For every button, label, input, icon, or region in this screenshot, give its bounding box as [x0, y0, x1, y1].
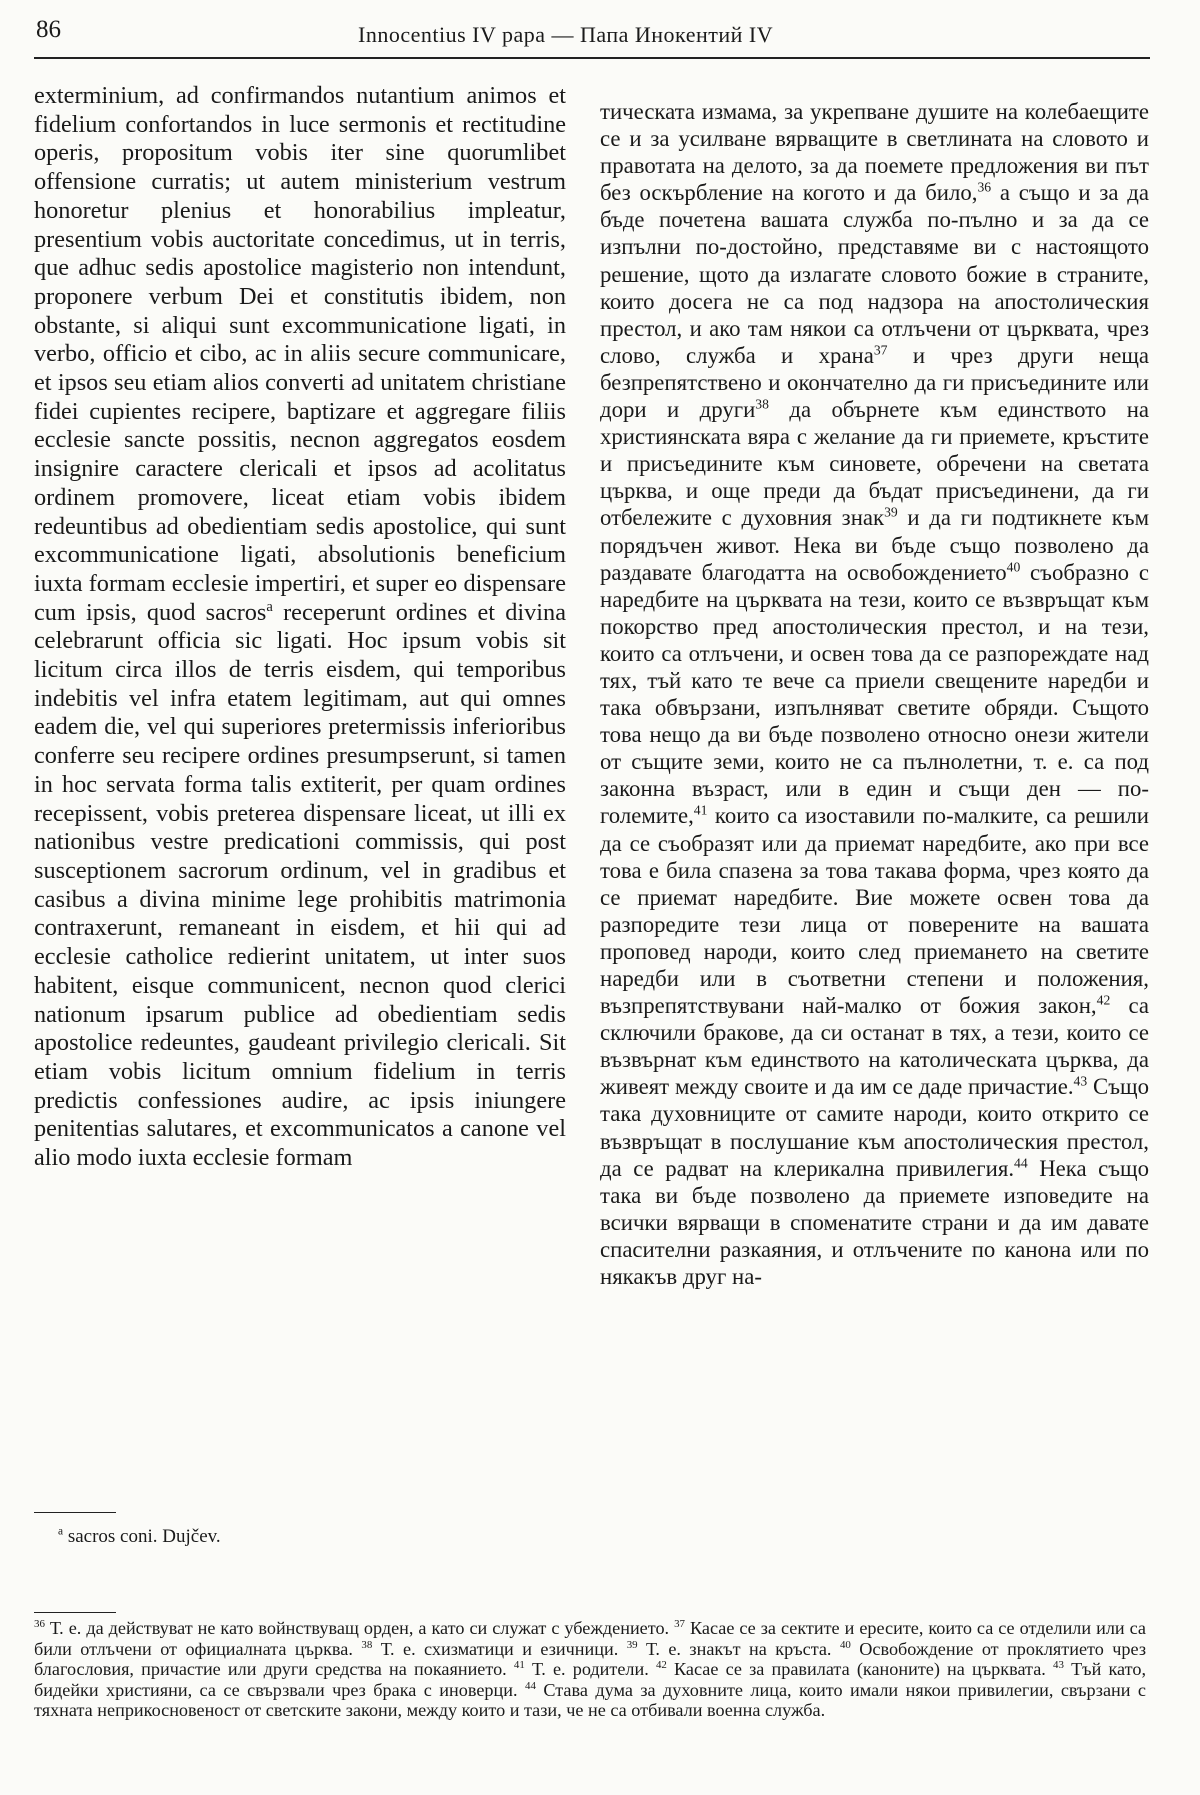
bg-seg-6: съобразно с наредбите на църквата на тези, които се възвръщат към покорство пред апостолическия престол, и на тези, които са отлъчени, и освен това да се разпореждате над тях, тъй като те вече са приели свещените наредби и така обвързани, изпълняват светите обряди. Същото това нещо да ви бъде позволено относно онези жители от същите земи, които не са пълнолетни, т. е. са под законна възраст, или в един и същи ден — по-големите, [600, 559, 1149, 829]
footnotes [34, 1618, 1146, 1721]
footnote-ref-39: 39 [884, 504, 898, 520]
footnote-number-43: 43 [1053, 1659, 1064, 1672]
footnote-ref-38: 38 [755, 396, 769, 412]
footnote-text-44: Става дума за духовните лица, които имали някои привилегии, свързани с тяхната неприкосновеност от светските закони, между които и тази, че не са отбивали военна служба. [34, 1679, 1146, 1721]
bulgarian-text [600, 98, 1149, 1290]
apparatus-marker: a [266, 598, 273, 615]
footnote-ref-42: 42 [1096, 992, 1111, 1008]
footnote-number-37: 37 [674, 1617, 685, 1630]
latin-column [34, 82, 566, 1173]
footnote-text-38: Т. е. схизматици и езичници. [372, 1638, 627, 1659]
running-head: Innocentius IV papa — Папа Инокентий IV [358, 22, 774, 47]
footnote-text-37: Касае се за сектите и ересите, които са се отделили или са били отлъчени от официалната църква. [34, 1618, 1146, 1659]
footnote-number-39: 39 [626, 1638, 638, 1651]
footnotes-paragraph [34, 1618, 1146, 1721]
latin-text-part-1: exterminium, ad confirmandos nutantium animos et fidelium confortandos in luce sermonis et rectitudine operis, propositum vobis iter sine quorumlibet offensione curratis; ut autem ministerium vestrum honoretur plenius et honorabilius impleatur, presentium vobis auctoritate concedimus, ut in terris, que adhuc sedis apostolice magisterio non intendunt, proponere verbum Dei et constitutis ibidem, non obstante, si aliqui sunt excommunicatione ligati, in verbo, officio et cibo, ac in aliis secure communicare, et ipsos seu etiam alios converti ad unitatem christiane fidei cupientes recipere, baptizare et aggregare filiis ecclesie sancte possitis, necnon aggregatos eosdem insignire caractere clericali et ipsos ad acolitatus ordinem promovere, liceat etiam vobis ibidem redeuntibus ad obedientiam sedis apostolice, qui sunt excommunicatione ligati, absolutionis beneficium iuxta formam ecclesie impertiri, et super eo dispensare cum ipsis, quod sacros [34, 82, 566, 626]
apparatus-note-marker: a [58, 1525, 64, 1538]
footnote-number-42: 42 [655, 1659, 667, 1672]
footnote-ref-43: 43 [1073, 1073, 1088, 1089]
footnote-text-42: Касае се за правилата (каноните) на църквата. [666, 1659, 1053, 1680]
bg-seg-5: и да ги подтикнете към порядъчен живот. Нека ви бъде също позволено да раздавате благодатта на освобождението [600, 505, 1149, 585]
footnote-ref-36: 36 [977, 179, 992, 195]
bg-seg-1: тическата измама, за укрепване душите на колебаещите се и за усилване вярващите в светлината на словото и правотата на делото, за да поемете предложения ви път без оскърбление на когото и да било, [600, 99, 1149, 206]
footnotes-rule [34, 1612, 116, 1613]
footnote-text-39: Т. е. знакът на кръста. [637, 1638, 840, 1659]
apparatus-rule [34, 1512, 116, 1513]
footnote-text-36: Т. е. да действуват не като войнствуващ орден, а като си служат с убеждението. [44, 1618, 675, 1638]
bg-seg-8: са сключили бракове, да си останат в тях, а тези, които се възвърнат към единството на католическата църква, да живеят между своите и да им се даде причастие. [600, 993, 1149, 1100]
apparatus-note-text: sacros coni. Dujčev. [63, 1526, 221, 1547]
footnote-ref-40: 40 [1006, 559, 1021, 574]
footnote-number-41: 41 [513, 1659, 525, 1672]
footnote-text-41: Т. е. родители. [524, 1659, 656, 1680]
footnote-number-44: 44 [524, 1679, 536, 1692]
footnote-ref-41: 41 [693, 802, 708, 818]
footnote-ref-44: 44 [1014, 1155, 1028, 1171]
bg-seg-3: и чрез други неща безпрепятствено и окончателно да ги присъедините или дори и други [600, 342, 1149, 423]
latin-text-part-2: receperunt ordines et divina celebrarunt officia sic ligati. Hoc ipsum vobis sit licitum circa illos de terris eisdem, qui temporibus indebitis vel infra etatem legitimam, aut qui omnes eadem die, vel qui superiores pretermissis inferioribus conferre seu recipere ordines presumpserunt, si tamen in hoc servata forma talis extiterit, per quam ordines recepissent, vobis preterea dispensare liceat, ut illi ex nationibus vestre predicationi commissis, qui post susceptionem sacrorum ordinum, vel in gradibus et casibus a divina minime lege prohibitis matrimonia contraxerunt, remaneant in eisdem, et hii qui ad ecclesie catholice redierint unitatem, ut inter suos habitent, eisque communicent, necnon quod clerici nationum ipsarum publice ad obedientiam sedis apostolice redeuntes, gaudeant privilegio clericali. Sit etiam vobis licitum omnium fidelium in terris predictis confessiones audire, ac ipsis iniungere penitentias salutares, et excommunicatos a canone vel alio modo iuxta ecclesie formam [34, 598, 566, 1172]
bg-seg-10: Нека също така ви бъде позволено да приемете изповедите на всички вярващи в споменатите страни и да им давате спасителни разкаяния, и отлъчените по канона или по някакъв друг на- [600, 1155, 1149, 1290]
footnote-number-38: 38 [361, 1638, 373, 1651]
footnote-text-43: Тъй като, бидейки християни, са се свързвали чрез брака с иноверци. [34, 1659, 1146, 1700]
bg-seg-9: Също така духовниците от самите народи, които открито се възвръщат в послушание към апостолическия престол, да се радват на клерикална привилегия. [600, 1074, 1149, 1181]
bg-seg-7: които са изоставили по-малките, са решили да се съобразят или да приемат наредбите, ако при все това е била спазена за това такава форма, чрез която да се приемат наредбите. Вие можете освен това да разпоредите тези лица от поверените на вашата проповед народи, които след приемането на светите наредби или в съответни степени и положения, възпрепятствувани най-малко от божия закон, [600, 803, 1149, 1019]
footnote-text-40: Освобождение от проклятието чрез благословия, причастие или други средства на покаянието. [34, 1638, 1146, 1680]
latin-text [34, 82, 566, 1173]
apparatus-note [58, 1526, 221, 1548]
header-rule [34, 57, 1150, 59]
page-number: 86 [36, 16, 61, 43]
footnote-number-36: 36 [34, 1617, 45, 1630]
bulgarian-column [600, 98, 1149, 1290]
bg-seg-2: а също и за да бъде почетена вашата служба по-пълно и за да се изпълни по-достойно, представяме ви с настоящото решение, щото да излагате словото божие в страните, които досега не са под надзора на апостолическия престол, и ако там някои са отлъчени от църквата, чрез слово, служба и храна [600, 180, 1149, 368]
footnote-ref-37: 37 [873, 342, 888, 358]
bg-seg-4: да обърнете към единството на християнската вяра с желание да ги приемете, кръстите и присъедините към синовете, обречени на светата църква, и още преди да бъдат присъединени, да ги отбележите с духовния знак [600, 397, 1150, 531]
footnote-number-40: 40 [839, 1638, 851, 1651]
